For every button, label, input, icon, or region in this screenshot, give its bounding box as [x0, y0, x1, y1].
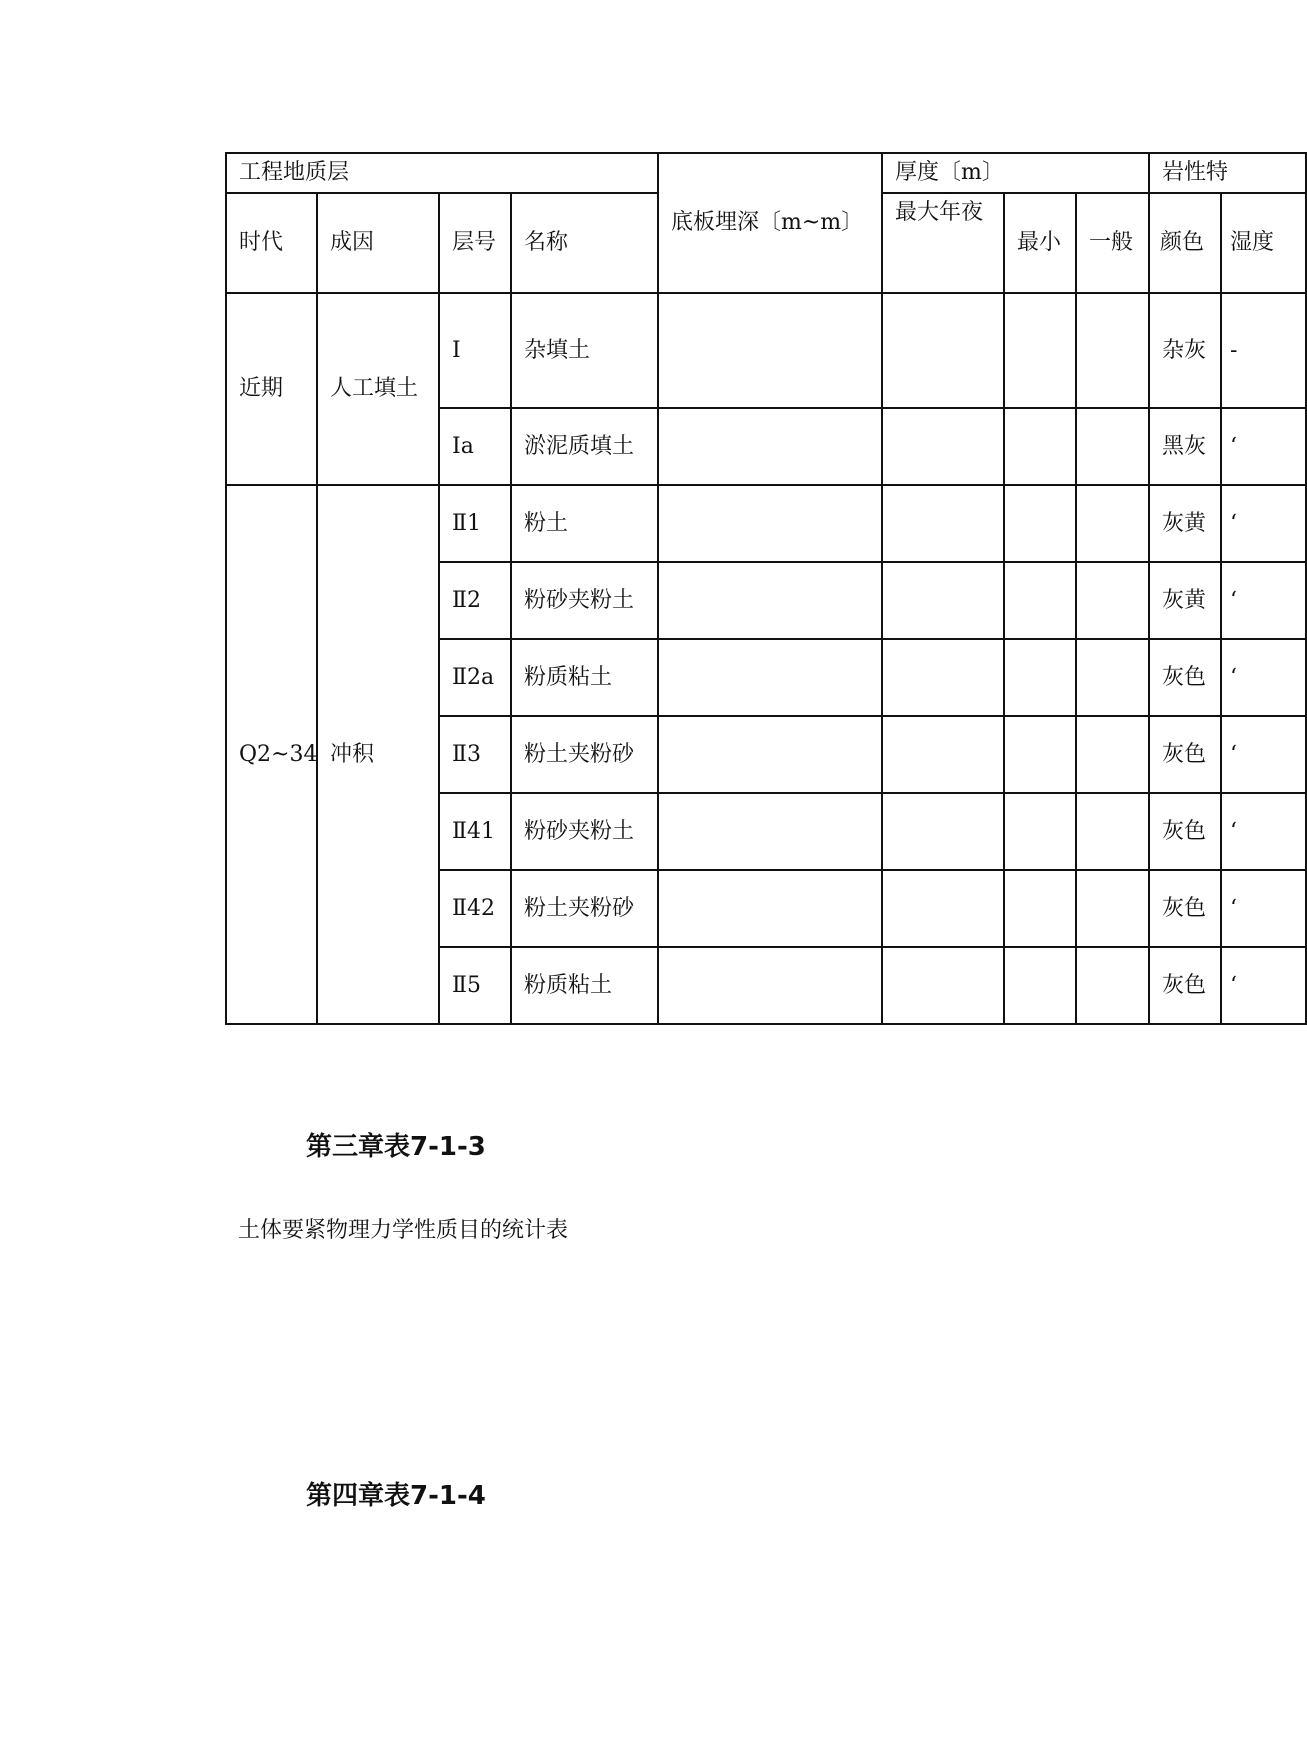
cell-min: [1004, 947, 1076, 1024]
cell-name: 杂填土: [511, 293, 658, 408]
cell-min: [1004, 485, 1076, 562]
header-bottom-depth: 底板埋深〔m~m〕: [658, 153, 882, 293]
cell-depth: [658, 870, 882, 947]
table-subtitle: 土体要紧物理力学性质目的统计表: [238, 1218, 569, 1243]
cell-layer-no: Ⅱ1: [439, 485, 511, 562]
geology-layer-table: [225, 152, 1307, 1025]
cell-min: [1004, 562, 1076, 639]
cell-layer-no: Ⅱ41: [439, 793, 511, 870]
cell-color: 杂灰: [1149, 293, 1221, 408]
cell-name: 粉土: [511, 485, 658, 562]
cell-min: [1004, 408, 1076, 485]
cell-depth: [658, 562, 882, 639]
header-era: 时代: [226, 193, 317, 293]
cell-min: [1004, 639, 1076, 716]
cell-max: [882, 716, 1004, 793]
cell-min: [1004, 716, 1076, 793]
cell-name: 粉砂夹粉土: [511, 562, 658, 639]
cell-general: [1076, 293, 1149, 408]
cell-humidity-cut: ‘: [1221, 485, 1306, 562]
cell-color: 灰色: [1149, 793, 1221, 870]
cell-general: [1076, 870, 1149, 947]
cell-max: [882, 793, 1004, 870]
header-thickness-general: 一般: [1076, 193, 1149, 293]
cell-color: 灰色: [1149, 947, 1221, 1024]
chapter-3-table-caption: 第三章表7-1-3: [306, 1132, 486, 1162]
cell-max: [882, 870, 1004, 947]
cell-max: [882, 408, 1004, 485]
cell-color: 灰黄: [1149, 562, 1221, 639]
cell-depth: [658, 485, 882, 562]
cell-name: 淤泥质填土: [511, 408, 658, 485]
header-humidity-cut: 湿度: [1221, 193, 1306, 293]
cell-name: 粉质粘土: [511, 947, 658, 1024]
cell-general: [1076, 639, 1149, 716]
cell-depth: [658, 947, 882, 1024]
cell-humidity-cut: ‘: [1221, 947, 1306, 1024]
cell-general: [1076, 793, 1149, 870]
header-engineering-layer: 工程地质层: [226, 153, 658, 193]
cell-depth: [658, 639, 882, 716]
cell-name: 粉土夹粉砂: [511, 716, 658, 793]
cell-max: [882, 947, 1004, 1024]
geology-table-container: [225, 152, 1275, 1025]
table-row: [226, 293, 1306, 408]
cell-humidity-cut: ‘: [1221, 408, 1306, 485]
cell-max: [882, 485, 1004, 562]
header-origin: 成因: [317, 193, 439, 293]
cell-min: [1004, 793, 1076, 870]
cell-depth: [658, 293, 882, 408]
header-name: 名称: [511, 193, 658, 293]
cell-humidity-cut: -: [1221, 293, 1306, 408]
cell-humidity-cut: ‘: [1221, 639, 1306, 716]
header-lithology: 岩性特: [1149, 153, 1306, 193]
cell-era: 近期: [226, 293, 317, 485]
cell-name: 粉质粘土: [511, 639, 658, 716]
cell-layer-no: Ⅱ2a: [439, 639, 511, 716]
cell-max: [882, 639, 1004, 716]
header-layer-no: 层号: [439, 193, 511, 293]
cell-layer-no: Ⅰ: [439, 293, 511, 408]
cell-max: [882, 562, 1004, 639]
table-row: [226, 485, 1306, 562]
cell-era: Q2~34: [226, 485, 317, 1024]
cell-min: [1004, 293, 1076, 408]
header-thickness-max: 最大年夜: [882, 193, 1004, 293]
cell-general: [1076, 408, 1149, 485]
cell-layer-no: Ⅱ42: [439, 870, 511, 947]
cell-depth: [658, 408, 882, 485]
cell-general: [1076, 947, 1149, 1024]
cell-color: 灰色: [1149, 639, 1221, 716]
cell-humidity-cut: ‘: [1221, 716, 1306, 793]
cell-min: [1004, 870, 1076, 947]
cell-depth: [658, 793, 882, 870]
cell-color: 灰色: [1149, 870, 1221, 947]
cell-max: [882, 293, 1004, 408]
cell-layer-no: Ⅱ3: [439, 716, 511, 793]
cell-origin: 冲积: [317, 485, 439, 1024]
cell-general: [1076, 716, 1149, 793]
cell-general: [1076, 562, 1149, 639]
chapter-4-table-caption: 第四章表7-1-4: [306, 1481, 486, 1511]
header-row-1: [226, 153, 1306, 193]
cell-humidity-cut: ‘: [1221, 562, 1306, 639]
cell-general: [1076, 485, 1149, 562]
cell-layer-no: Ⅰa: [439, 408, 511, 485]
cell-color: 黑灰: [1149, 408, 1221, 485]
cell-color: 灰黄: [1149, 485, 1221, 562]
cell-layer-no: Ⅱ5: [439, 947, 511, 1024]
cell-name: 粉砂夹粉土: [511, 793, 658, 870]
cell-color: 灰色: [1149, 716, 1221, 793]
cell-humidity-cut: ‘: [1221, 793, 1306, 870]
header-color: 颜色: [1149, 193, 1221, 293]
header-thickness-min: 最小: [1004, 193, 1076, 293]
cell-layer-no: Ⅱ2: [439, 562, 511, 639]
cell-depth: [658, 716, 882, 793]
header-thickness: 厚度〔m〕: [882, 153, 1149, 193]
cell-humidity-cut: ‘: [1221, 870, 1306, 947]
cell-origin: 人工填土: [317, 293, 439, 485]
cell-name: 粉土夹粉砂: [511, 870, 658, 947]
